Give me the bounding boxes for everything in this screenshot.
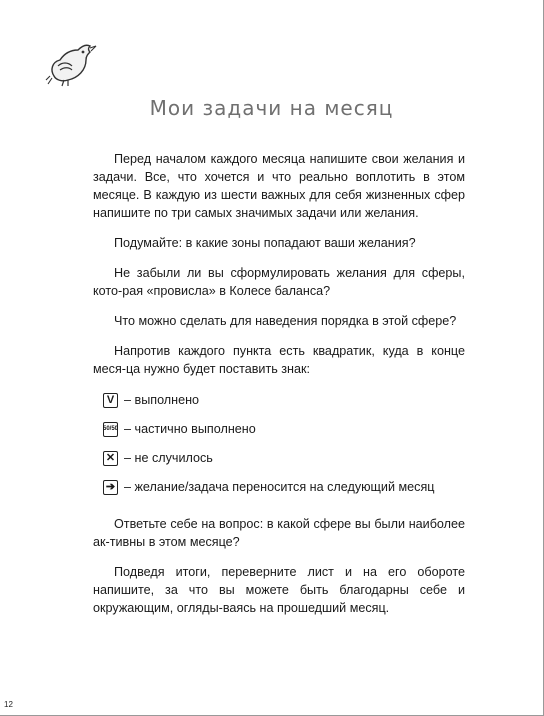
paragraph: Что можно сделать для наведения порядка в этой сфере? xyxy=(114,314,457,328)
bird-illustration-icon xyxy=(44,36,100,92)
arrow-box-icon: ➔ xyxy=(103,480,118,495)
legend-label: – выполнено xyxy=(124,393,200,407)
legend-label: – желание/задача переносится на следующий месяц xyxy=(124,480,435,494)
page-title: Мои задачи на месяц xyxy=(149,96,394,120)
checkmark-box-icon: V xyxy=(103,393,118,408)
paragraph: Перед началом каждого месяца напишите свои желания и задачи. Все, что хочется и что реально воплотить в этом месяце. В каждую из шести важных для себя жизненных сфер напишите по три самых значимых задачи или желания. xyxy=(93,152,465,220)
paragraph: Не забыли ли вы сформулировать желания для сферы, кото-рая «провисла» в Колесе баланса? xyxy=(93,266,465,298)
paragraph: Подумайте: в какие зоны попадают ваши желания? xyxy=(114,236,416,250)
legend xyxy=(103,390,465,497)
legend-item xyxy=(103,477,465,497)
cross-box-icon: ✕ xyxy=(103,451,118,466)
legend-label: – не случилось xyxy=(124,451,213,465)
paragraph: Ответьте себе на вопрос: в какой сфере вы были наиболее ак-тивны в этом месяце? xyxy=(93,517,465,549)
legend-item xyxy=(103,448,465,468)
paragraph: Подведя итоги, переверните лист и на его обороте напишите, за что вы можете быть благодарны себе и окружающим, огляды-ваясь на прошедший месяц. xyxy=(93,565,465,615)
paragraph: Напротив каждого пункта есть квадратик, куда в конце меся-ца нужно будет поставить знак: xyxy=(93,344,465,376)
legend-item xyxy=(103,419,465,439)
legend-item xyxy=(103,390,465,410)
legend-label: – частично выполнено xyxy=(124,422,256,436)
fifty-fifty-box-icon: 50/50 xyxy=(103,422,118,437)
page-number: 12 xyxy=(4,700,13,709)
body-text xyxy=(93,150,465,629)
